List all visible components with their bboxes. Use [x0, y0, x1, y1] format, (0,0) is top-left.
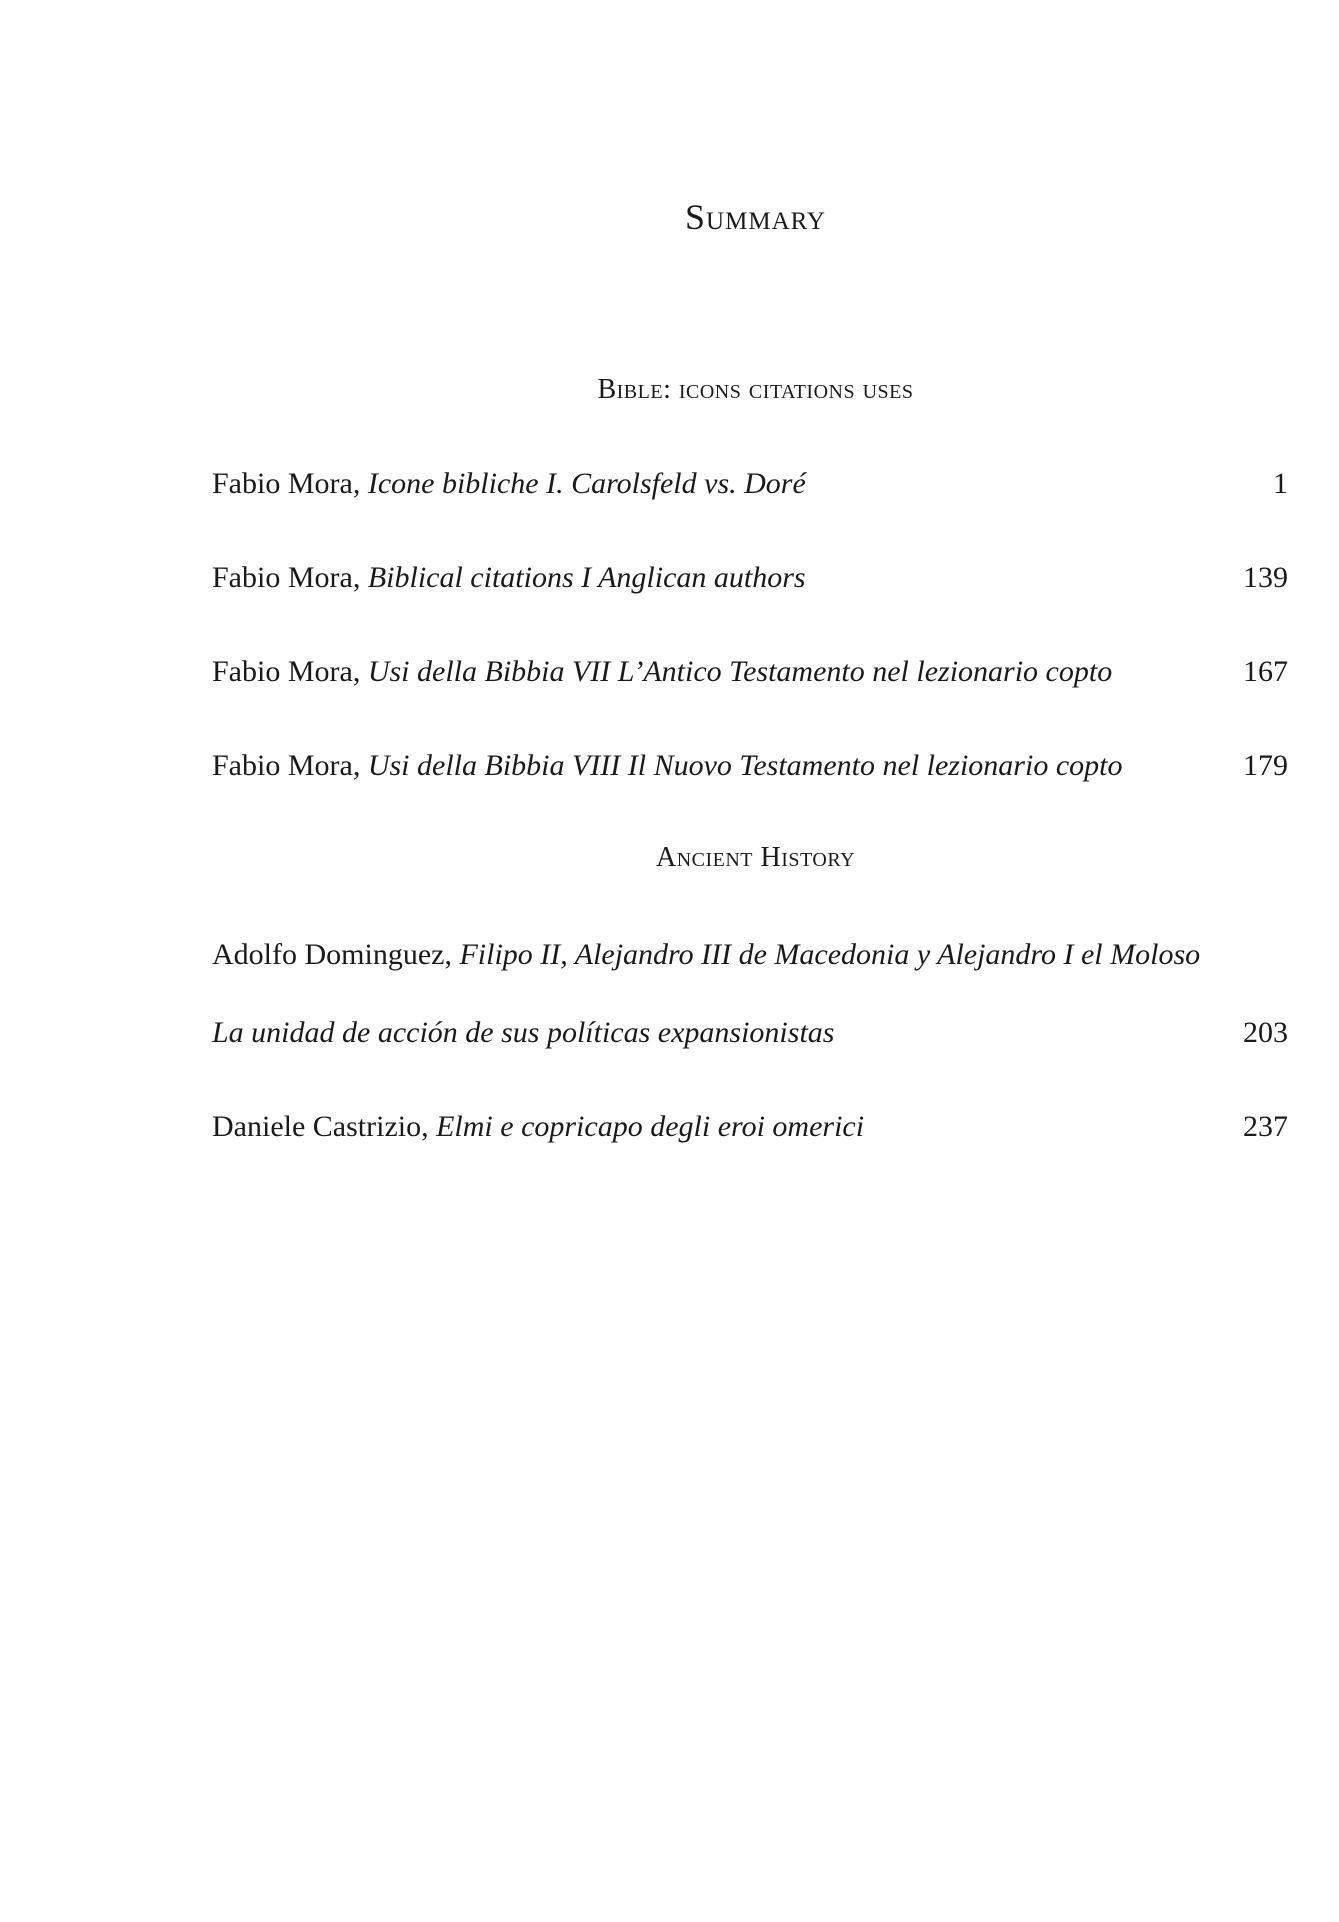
toc-entry[interactable]	[212, 464, 1288, 504]
entry-page-number: 203	[1243, 1016, 1288, 1049]
entry-author: Fabio Mora,	[212, 467, 361, 500]
entry-title: Biblical citations I Anglican authors	[367, 561, 806, 594]
entry-title-line2: La unidad de acción de sus políticas expansionistas	[212, 1016, 835, 1049]
entry-author: Adolfo Dominguez,	[212, 938, 452, 971]
entry-title: Filipo II, Alejandro III de Macedonia y Alejandro I el Moloso	[459, 938, 1201, 971]
entry-author: Daniele Castrizio,	[212, 1110, 429, 1143]
toc-entry[interactable]	[212, 652, 1288, 692]
toc-entry-continuation[interactable]	[212, 1013, 1288, 1053]
entry-author: Fabio Mora,	[212, 655, 361, 688]
toc-entry[interactable]	[212, 935, 1288, 975]
entry-page-number: 179	[1243, 749, 1288, 782]
toc-entry[interactable]	[212, 746, 1288, 786]
entry-author: Fabio Mora,	[212, 561, 361, 594]
entry-author: Fabio Mora,	[212, 749, 361, 782]
entry-page-number: 1	[1273, 467, 1288, 500]
entry-title: Icone bibliche I. Carolsfeld vs. Doré	[367, 467, 806, 500]
entry-page-number: 139	[1243, 561, 1288, 594]
entry-title: Usi della Bibbia VIII Il Nuovo Testamento nel lezionario copto	[367, 749, 1123, 782]
entry-title: Usi della Bibbia VII L’Antico Testamento nel lezionario copto	[367, 655, 1113, 688]
section-heading-bible: Bible: icons citations uses	[597, 374, 914, 405]
toc-entry[interactable]	[212, 558, 1288, 598]
entry-page-number: 167	[1243, 655, 1288, 688]
entry-title: Elmi e copricapo degli eroi omerici	[436, 1110, 865, 1143]
page-title: Summary	[685, 197, 826, 237]
section-heading-ancient-history: Ancient History	[655, 842, 856, 873]
toc-entry[interactable]	[212, 1107, 1288, 1147]
entry-page-number: 237	[1243, 1110, 1288, 1143]
